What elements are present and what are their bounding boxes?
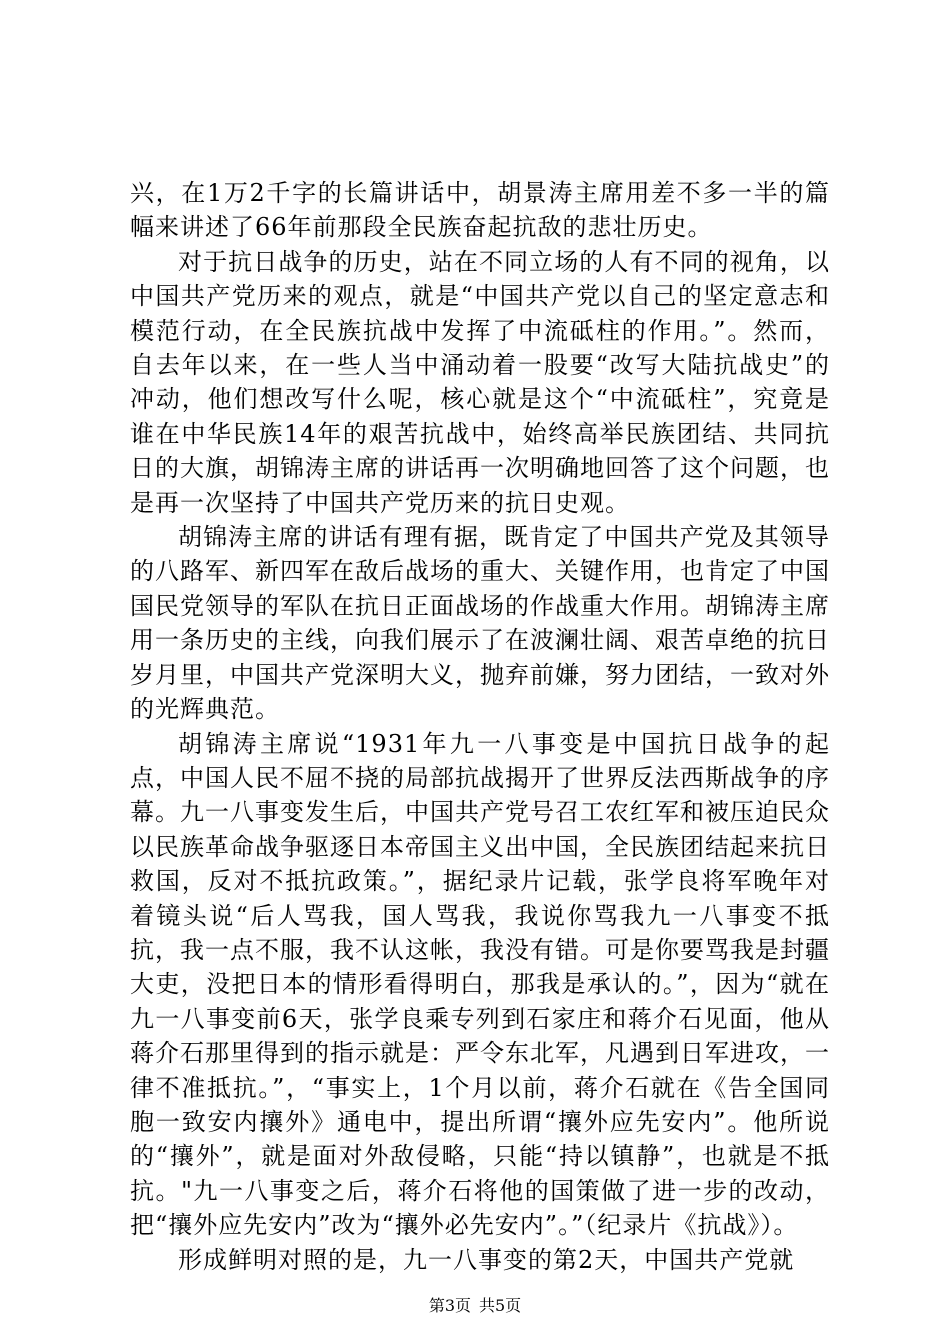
paragraph-1: 兴，在1万2千字的长篇讲话中，胡景涛主席用差不多一半的篇幅来讲述了66年前那段全民族奋起抗敌的悲壮历史。 — [130, 179, 830, 242]
paragraph-4: 胡锦涛主席说“1931年九一八事变是中国抗日战争的起点，中国人民不屈不挠的局部抗战揭开了世界反法西斯战争的序幕。九一八事变发生后，中国共产党号召工农红军和被压迫民众以民族革命战争驱逐日本帝国主义出中国，全民族团结起来抗日救国，反对不抵抗政策。”，据纪录片记载，张学良将军晚年对着镜头说“后人骂我，国人骂我，我说你骂我九一八事变不抵抗，我一点不服，我不认这帐，我没有错。可是你要骂我是封疆大吏，没把日本的情形看得明白，那我是承认的。”，因为“就在九一八事变前6天，张学良乘专列到石家庄和蒋介石见面，他从蒋介石那里得到的指示就是：严令东北军，凡遇到日军进攻，一律不准抵抗。”，“事实上，1个月以前，蒋介石就在《告全国同胞一致安内攘外》通电中，提出所谓“攘外应先安内”。他所说的“攘外”，就是面对外敌侵略，只能“持以镇静”，也就是不抵抗。"九一八事变之后，蒋介石将他的国策做了进一步的改动，把“攘外应先安内”改为“攘外必先安内”。”（纪录片《抗战》）。 — [130, 729, 830, 1240]
page-total: 共5页 — [479, 1296, 522, 1315]
page-footer — [0, 1296, 950, 1316]
body-text — [130, 176, 830, 1277]
paragraph-2: 对于抗日战争的历史，站在不同立场的人有不同的视角，以中国共产党历来的观点，就是“中国共产党以自己的坚定意志和模范行动，在全民族抗战中发挥了中流砥柱的作用。”。然而，自去年以来，在一些人当中涌动着一股要“改写大陆抗战史”的冲动，他们想改写什么呢，核心就是这个“中流砥柱”，究竟是谁在中华民族14年的艰苦抗战中，始终高举民族团结、共同抗日的大旗，胡锦涛主席的讲话再一次明确地回答了这个问题，也是再一次坚持了中国共产党历来的抗日史观。 — [130, 247, 830, 517]
paragraph-3: 胡锦涛主席的讲话有理有据，既肯定了中国共产党及其领导的八路军、新四军在敌后战场的重大、关键作用，也肯定了中国国民党领导的军队在抗日正面战场的作战重大作用。胡锦涛主席用一条历史的主线，向我们展示了在波澜壮阔、艰苦卓绝的抗日岁月里，中国共产党深明大义，抛弃前嫌，努力团结，一致对外的光辉典范。 — [130, 523, 830, 724]
page-number: 第3页 — [428, 1296, 471, 1315]
paragraph-5: 形成鲜明对照的是，九一八事变的第2天，中国共产党就 — [178, 1245, 795, 1274]
